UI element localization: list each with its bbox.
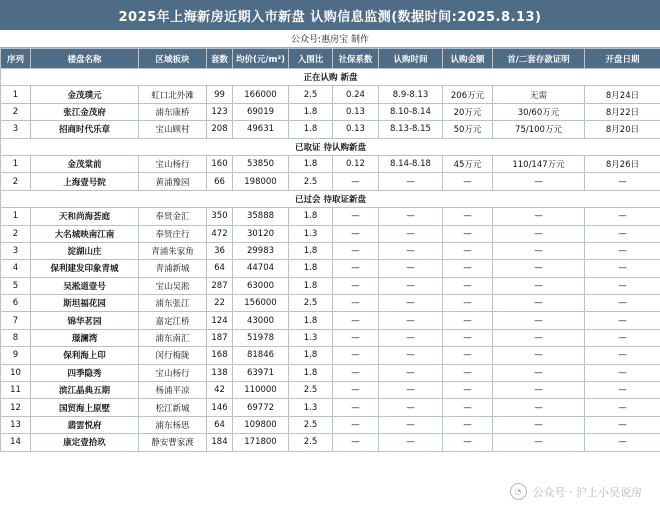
table-cell: — (443, 295, 493, 312)
table-cell: 2.5 (289, 416, 333, 433)
table-cell: — (379, 208, 443, 225)
table-cell: 0.13 (333, 103, 379, 120)
table-cell: 1.8 (289, 242, 333, 259)
table-cell: 42 (207, 382, 233, 399)
table-cell: 宝山杨行 (139, 155, 207, 172)
table-cell: 大名城映南江南 (31, 225, 139, 242)
table-cell: — (585, 347, 660, 364)
table-cell: 吴淞道壹号 (31, 277, 139, 294)
table-cell: — (379, 312, 443, 329)
table-cell: 0.13 (333, 121, 379, 138)
column-header: 套数 (207, 49, 233, 69)
table-cell: 43000 (233, 312, 289, 329)
table-row (1, 277, 660, 294)
table-cell: — (493, 208, 585, 225)
table-cell: — (333, 434, 379, 451)
table-cell: — (443, 260, 493, 277)
table-row (1, 121, 660, 138)
table-cell: 4 (1, 260, 31, 277)
table-cell: — (493, 347, 585, 364)
wechat-icon: ◔ (510, 483, 527, 500)
table-cell: 静安曹家渡 (139, 434, 207, 451)
table-cell: 75/100万元 (493, 121, 585, 138)
page-subtitle: 公众号:惠房宝 制作 (0, 30, 660, 48)
table-cell: 杨浦平凉 (139, 382, 207, 399)
table-row (1, 295, 660, 312)
table-cell: 287 (207, 277, 233, 294)
table-cell: 187 (207, 329, 233, 346)
table-cell: 8.9-8.13 (379, 86, 443, 103)
table-cell: 闵行梅陇 (139, 347, 207, 364)
table-cell: 1.8 (289, 312, 333, 329)
table-cell: — (379, 225, 443, 242)
table-header-row (1, 49, 660, 69)
watermark-text: 公众号 · 沪上小吴说房 (532, 485, 642, 499)
table-cell: 146 (207, 399, 233, 416)
table-cell: 198000 (233, 173, 289, 190)
table-cell: 虹口北外滩 (139, 86, 207, 103)
table-cell: — (493, 225, 585, 242)
table-cell: 宝山杨行 (139, 364, 207, 381)
table-cell: 13 (1, 416, 31, 433)
column-header: 均价(元/m²) (233, 49, 289, 69)
column-header: 序列 (1, 49, 31, 69)
section-label: 已取证 待认购新盘 (1, 138, 660, 155)
table-cell: — (443, 416, 493, 433)
table-row (1, 312, 660, 329)
table-cell: 110/147万元 (493, 155, 585, 172)
table-cell: — (585, 225, 660, 242)
table-cell: 69019 (233, 103, 289, 120)
table-cell: 30/60万元 (493, 103, 585, 120)
table-cell: 浦东南汇 (139, 329, 207, 346)
table-cell: — (585, 173, 660, 190)
table-cell: 138 (207, 364, 233, 381)
table-cell: 2.5 (289, 173, 333, 190)
table-cell: — (379, 329, 443, 346)
table-cell: 8 (1, 329, 31, 346)
table-row (1, 382, 660, 399)
table-body (1, 69, 660, 452)
table-cell: — (493, 382, 585, 399)
table-cell: 0.24 (333, 86, 379, 103)
table-cell: 无需 (493, 86, 585, 103)
table-cell: 松江新城 (139, 399, 207, 416)
table-cell: 2.5 (289, 295, 333, 312)
table-cell: — (443, 312, 493, 329)
table-cell: — (379, 173, 443, 190)
section-row (1, 190, 660, 207)
table-cell: 招商时代乐章 (31, 121, 139, 138)
table-cell: — (333, 364, 379, 381)
table-cell: 1.8 (289, 277, 333, 294)
table-cell: — (585, 312, 660, 329)
table-cell: 63000 (233, 277, 289, 294)
table-cell: 2.5 (289, 86, 333, 103)
table-cell: 1.8 (289, 121, 333, 138)
table-cell: 四季隐秀 (31, 364, 139, 381)
table-cell: 22 (207, 295, 233, 312)
section-label: 正在认购 新盘 (1, 69, 660, 86)
table-cell: — (443, 364, 493, 381)
table-cell: 10 (1, 364, 31, 381)
table-cell: — (443, 434, 493, 451)
column-header: 认购时间 (379, 49, 443, 69)
table-cell: 奉贤庄行 (139, 225, 207, 242)
table-cell: — (333, 329, 379, 346)
table-row (1, 416, 660, 433)
table-cell: 浦东张江 (139, 295, 207, 312)
table-cell: 184 (207, 434, 233, 451)
table-cell: — (379, 260, 443, 277)
table-cell: — (585, 382, 660, 399)
table-cell: 45万元 (443, 155, 493, 172)
table-cell: 嘉定江桥 (139, 312, 207, 329)
table-cell: — (379, 277, 443, 294)
table-cell: 8月22日 (585, 103, 660, 120)
table-cell: — (585, 434, 660, 451)
table-cell: — (585, 242, 660, 259)
table-cell: 9 (1, 347, 31, 364)
table-cell: 1.3 (289, 225, 333, 242)
table-cell: 奉贤金汇 (139, 208, 207, 225)
table-cell: 69772 (233, 399, 289, 416)
table-cell: 166000 (233, 86, 289, 103)
table-cell: 2 (1, 103, 31, 120)
table-cell: — (379, 399, 443, 416)
table-cell: 上海壹号院 (31, 173, 139, 190)
table-cell: — (333, 295, 379, 312)
table-cell: 160 (207, 155, 233, 172)
table-cell: — (333, 277, 379, 294)
table-cell: 6 (1, 295, 31, 312)
table-cell: 206万元 (443, 86, 493, 103)
table-cell: 锦华茗园 (31, 312, 139, 329)
table-cell: — (443, 173, 493, 190)
table-cell: 36 (207, 242, 233, 259)
table-cell: — (493, 399, 585, 416)
table-cell: 12 (1, 399, 31, 416)
table-cell: 璟澜湾 (31, 329, 139, 346)
table-cell: 张江金茂府 (31, 103, 139, 120)
subscription-table (0, 48, 660, 452)
table-cell: 472 (207, 225, 233, 242)
column-header: 入围比 (289, 49, 333, 69)
table-cell: — (333, 382, 379, 399)
table-cell: — (443, 277, 493, 294)
table-cell: 翡雲悦府 (31, 416, 139, 433)
table-cell: 浦东康桥 (139, 103, 207, 120)
table-cell: — (379, 347, 443, 364)
table-cell: 3 (1, 242, 31, 259)
table-cell: 金茂棠前 (31, 155, 139, 172)
section-row (1, 138, 660, 155)
table-cell: — (493, 260, 585, 277)
table-cell: — (379, 434, 443, 451)
table-cell: — (333, 399, 379, 416)
table-cell: — (333, 208, 379, 225)
table-cell: 29983 (233, 242, 289, 259)
table-cell: 63971 (233, 364, 289, 381)
table-cell: 0.12 (333, 155, 379, 172)
table-cell: 康定壹拾玖 (31, 434, 139, 451)
section-label: 已过会 待取证新盘 (1, 190, 660, 207)
table-row (1, 103, 660, 120)
table-cell: 保利建发印象青城 (31, 260, 139, 277)
table-cell: — (443, 329, 493, 346)
table-cell: — (379, 382, 443, 399)
table-row (1, 86, 660, 103)
table-cell: 124 (207, 312, 233, 329)
table-cell: 青浦朱家角 (139, 242, 207, 259)
table-cell: — (333, 225, 379, 242)
table-cell: 208 (207, 121, 233, 138)
table-cell: 2.5 (289, 434, 333, 451)
table-row (1, 242, 660, 259)
table-cell: — (443, 347, 493, 364)
column-header: 社保系数 (333, 49, 379, 69)
table-cell: 2.5 (289, 382, 333, 399)
table-cell: 2 (1, 225, 31, 242)
table-cell: 1 (1, 155, 31, 172)
table-cell: 81846 (233, 347, 289, 364)
table-cell: 1.8 (289, 347, 333, 364)
table-cell: — (333, 347, 379, 364)
column-header: 认购金额 (443, 49, 493, 69)
table-cell: — (585, 416, 660, 433)
table-cell: 8.10-8.14 (379, 103, 443, 120)
table-cell: 109800 (233, 416, 289, 433)
table-cell: 350 (207, 208, 233, 225)
table-cell: 1.3 (289, 329, 333, 346)
table-cell: — (493, 329, 585, 346)
table-row (1, 364, 660, 381)
table-cell: 1.8 (289, 364, 333, 381)
table-cell: 20万元 (443, 103, 493, 120)
table-cell: — (333, 260, 379, 277)
table-cell: 黄浦豫园 (139, 173, 207, 190)
column-header: 首/二套存款证明 (493, 49, 585, 69)
table-cell: — (493, 312, 585, 329)
table-cell: — (493, 434, 585, 451)
table-cell: — (493, 173, 585, 190)
table-cell: — (493, 295, 585, 312)
table-cell: — (585, 329, 660, 346)
table-cell: 2 (1, 173, 31, 190)
table-cell: 宝山顾村 (139, 121, 207, 138)
table-cell: 30120 (233, 225, 289, 242)
table-cell: 53850 (233, 155, 289, 172)
table-cell: 天和尚海荟庭 (31, 208, 139, 225)
table-cell: 8月24日 (585, 86, 660, 103)
table-cell: — (379, 242, 443, 259)
table-cell: — (585, 208, 660, 225)
table-cell: 7 (1, 312, 31, 329)
table-cell: 1.8 (289, 260, 333, 277)
table-cell: — (379, 364, 443, 381)
table-cell: — (493, 416, 585, 433)
table-cell: — (585, 277, 660, 294)
table-cell: 保利海上印 (31, 347, 139, 364)
table-cell: 1 (1, 208, 31, 225)
table-cell: 50万元 (443, 121, 493, 138)
table-cell: 14 (1, 434, 31, 451)
table-cell: 11 (1, 382, 31, 399)
table-cell: — (585, 399, 660, 416)
table-cell: 1.8 (289, 155, 333, 172)
table-cell: 156000 (233, 295, 289, 312)
table-cell: 8.14-8.18 (379, 155, 443, 172)
table-cell: 8月26日 (585, 155, 660, 172)
column-header: 区域板块 (139, 49, 207, 69)
table-cell: — (493, 364, 585, 381)
table-cell: 171800 (233, 434, 289, 451)
table-cell: 8月20日 (585, 121, 660, 138)
table-cell: — (443, 382, 493, 399)
table-cell: 49631 (233, 121, 289, 138)
table-row (1, 347, 660, 364)
table-cell: — (333, 173, 379, 190)
table-cell: 浦东杨思 (139, 416, 207, 433)
watermark (510, 483, 643, 500)
column-header: 楼盘名称 (31, 49, 139, 69)
table-cell: 青浦新城 (139, 260, 207, 277)
table-cell: — (493, 242, 585, 259)
table-cell: 123 (207, 103, 233, 120)
table-cell: 64 (207, 260, 233, 277)
table-cell: 99 (207, 86, 233, 103)
table-cell: — (585, 295, 660, 312)
table-cell: 淀湖山庄 (31, 242, 139, 259)
table-cell: 1 (1, 86, 31, 103)
table-cell: 51978 (233, 329, 289, 346)
table-cell: 1.3 (289, 399, 333, 416)
table-cell: — (379, 295, 443, 312)
page-title: 2025年上海新房近期入市新盘 认购信息监测(数据时间:2025.8.13) (0, 0, 660, 30)
table-cell: 国贸海上原墅 (31, 399, 139, 416)
table-cell: 44704 (233, 260, 289, 277)
table-cell: — (585, 260, 660, 277)
table-cell: 滨江晶典五期 (31, 382, 139, 399)
column-header: 开盘日期 (585, 49, 660, 69)
table-cell: — (493, 277, 585, 294)
table-cell: 1.8 (289, 103, 333, 120)
table-row (1, 329, 660, 346)
table-cell: 5 (1, 277, 31, 294)
table-cell: — (443, 225, 493, 242)
table-cell: 35888 (233, 208, 289, 225)
table-row (1, 173, 660, 190)
table-cell: 金茂璞元 (31, 86, 139, 103)
table-cell: 3 (1, 121, 31, 138)
table-cell: 宝山吴淞 (139, 277, 207, 294)
table-cell: — (443, 242, 493, 259)
table-row (1, 399, 660, 416)
table-row (1, 208, 660, 225)
table-cell: 64 (207, 416, 233, 433)
section-row (1, 69, 660, 86)
table-cell: — (333, 312, 379, 329)
table-cell: — (379, 416, 443, 433)
table-cell: — (585, 364, 660, 381)
table-cell: 110000 (233, 382, 289, 399)
table-cell: — (333, 416, 379, 433)
table-cell: 1.8 (289, 208, 333, 225)
table-cell: 66 (207, 173, 233, 190)
table-row (1, 260, 660, 277)
table-cell: 8.13-8.15 (379, 121, 443, 138)
table-cell: 斯坦福花园 (31, 295, 139, 312)
table-row (1, 434, 660, 451)
table-cell: — (333, 242, 379, 259)
table-cell: — (443, 399, 493, 416)
table-cell: 168 (207, 347, 233, 364)
table-cell: — (443, 208, 493, 225)
table-row (1, 225, 660, 242)
table-row (1, 155, 660, 172)
